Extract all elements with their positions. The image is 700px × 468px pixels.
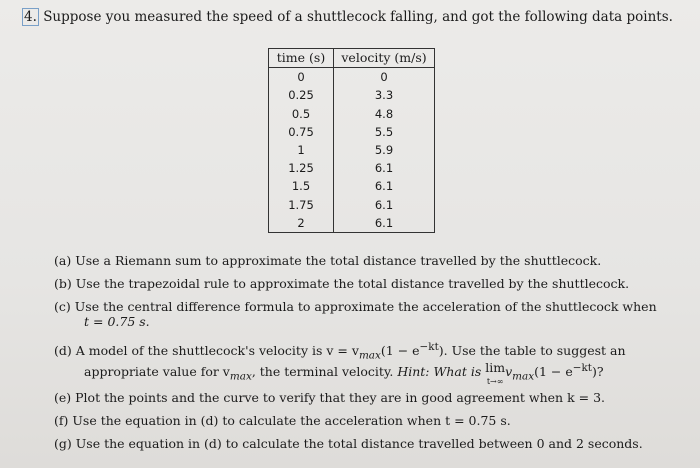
part-text: Plot the points and the curve to verify that they are in good agreement when k = 3. (75, 390, 605, 405)
part-text-continued (54, 359, 626, 388)
part-label: (c) (54, 299, 71, 314)
part-g (54, 436, 643, 451)
part-label: (e) (54, 390, 72, 405)
time-cell: 2 (269, 214, 334, 233)
part-text: A model of the shuttlecock's velocity is v = v (75, 343, 359, 359)
table-row (269, 68, 435, 87)
part-label: (b) (54, 276, 72, 291)
part-text: Use the trapezoidal rule to approximate the total distance travelled by the shuttlecock. (75, 276, 630, 291)
time-cell: 1.5 (269, 177, 334, 195)
part-text: (1 − e (534, 363, 573, 379)
subscript: max (358, 349, 381, 362)
time-cell: 1.25 (269, 159, 334, 177)
table-row (269, 177, 435, 195)
table-row (269, 196, 435, 214)
part-text: ). Use the table to suggest an (438, 343, 626, 359)
part-d (54, 341, 626, 388)
part-text: (1 − e (380, 343, 420, 359)
time-header: time (s) (269, 49, 334, 68)
velocity-header: velocity (m/s) (334, 49, 435, 68)
velocity-cell: 5.5 (334, 123, 435, 141)
time-cell: 0.5 (269, 105, 334, 123)
table-row (269, 105, 435, 123)
velocity-cell: 6.1 (334, 214, 435, 233)
velocity-cell: 6.1 (334, 159, 435, 177)
part-e (54, 390, 605, 405)
part-label: (f) (54, 413, 69, 428)
part-text: , the terminal velocity. (251, 363, 394, 379)
table-header-row (269, 49, 435, 68)
time-cell: 1 (269, 141, 334, 159)
table-row (269, 86, 435, 104)
subscript: max (512, 370, 535, 383)
part-text: Use the equation in (d) to calculate the acceleration when t = 0.75 s. (72, 413, 511, 428)
part-text: Use the central difference formula to approximate the acceleration of the shuttlecock when (74, 299, 657, 314)
part-text-continued: t = 0.75 s. (84, 314, 150, 329)
table-row (269, 214, 435, 233)
limit-label: lim (485, 359, 506, 375)
part-text: appropriate value for v (84, 363, 230, 379)
part-label: (a) (54, 253, 72, 268)
part-a (54, 253, 601, 268)
time-cell: 1.75 (269, 196, 334, 214)
part-c (54, 299, 657, 329)
time-cell: 0 (269, 68, 334, 87)
question-title (22, 8, 692, 26)
limit (485, 359, 506, 388)
part-b (54, 276, 629, 291)
velocity-cell: 5.9 (334, 141, 435, 159)
time-cell: 0.25 (269, 86, 334, 104)
table-row (269, 141, 435, 159)
velocity-cell: 3.3 (334, 86, 435, 104)
part-text: )? (591, 363, 604, 379)
question-text: Suppose you measured the speed of a shuttlecock falling, and got the following data points. (43, 9, 673, 25)
part-text: Use the equation in (d) to calculate the total distance travelled between 0 and 2 seconds. (75, 436, 643, 451)
subscript: max (229, 370, 252, 383)
hint: Hint: What is (397, 363, 482, 379)
part-f (54, 413, 511, 428)
question-number: 4. (24, 9, 37, 25)
part-text: Use a Riemann sum to approximate the total distance travelled by the shuttlecock. (75, 253, 602, 268)
part-label: (d) (54, 343, 72, 359)
table-row (269, 123, 435, 141)
time-cell: 0.75 (269, 123, 334, 141)
part-label: (g) (54, 436, 72, 451)
velocity-cell: 6.1 (334, 177, 435, 195)
superscript: −kt (572, 361, 592, 374)
data-table (268, 48, 435, 233)
limit-subscript: t→∞ (486, 376, 504, 386)
superscript: −kt (419, 341, 439, 353)
velocity-cell: 0 (334, 68, 435, 87)
table-row (269, 159, 435, 177)
velocity-cell: 6.1 (334, 196, 435, 214)
part-text: v (505, 363, 513, 379)
velocity-cell: 4.8 (334, 105, 435, 123)
